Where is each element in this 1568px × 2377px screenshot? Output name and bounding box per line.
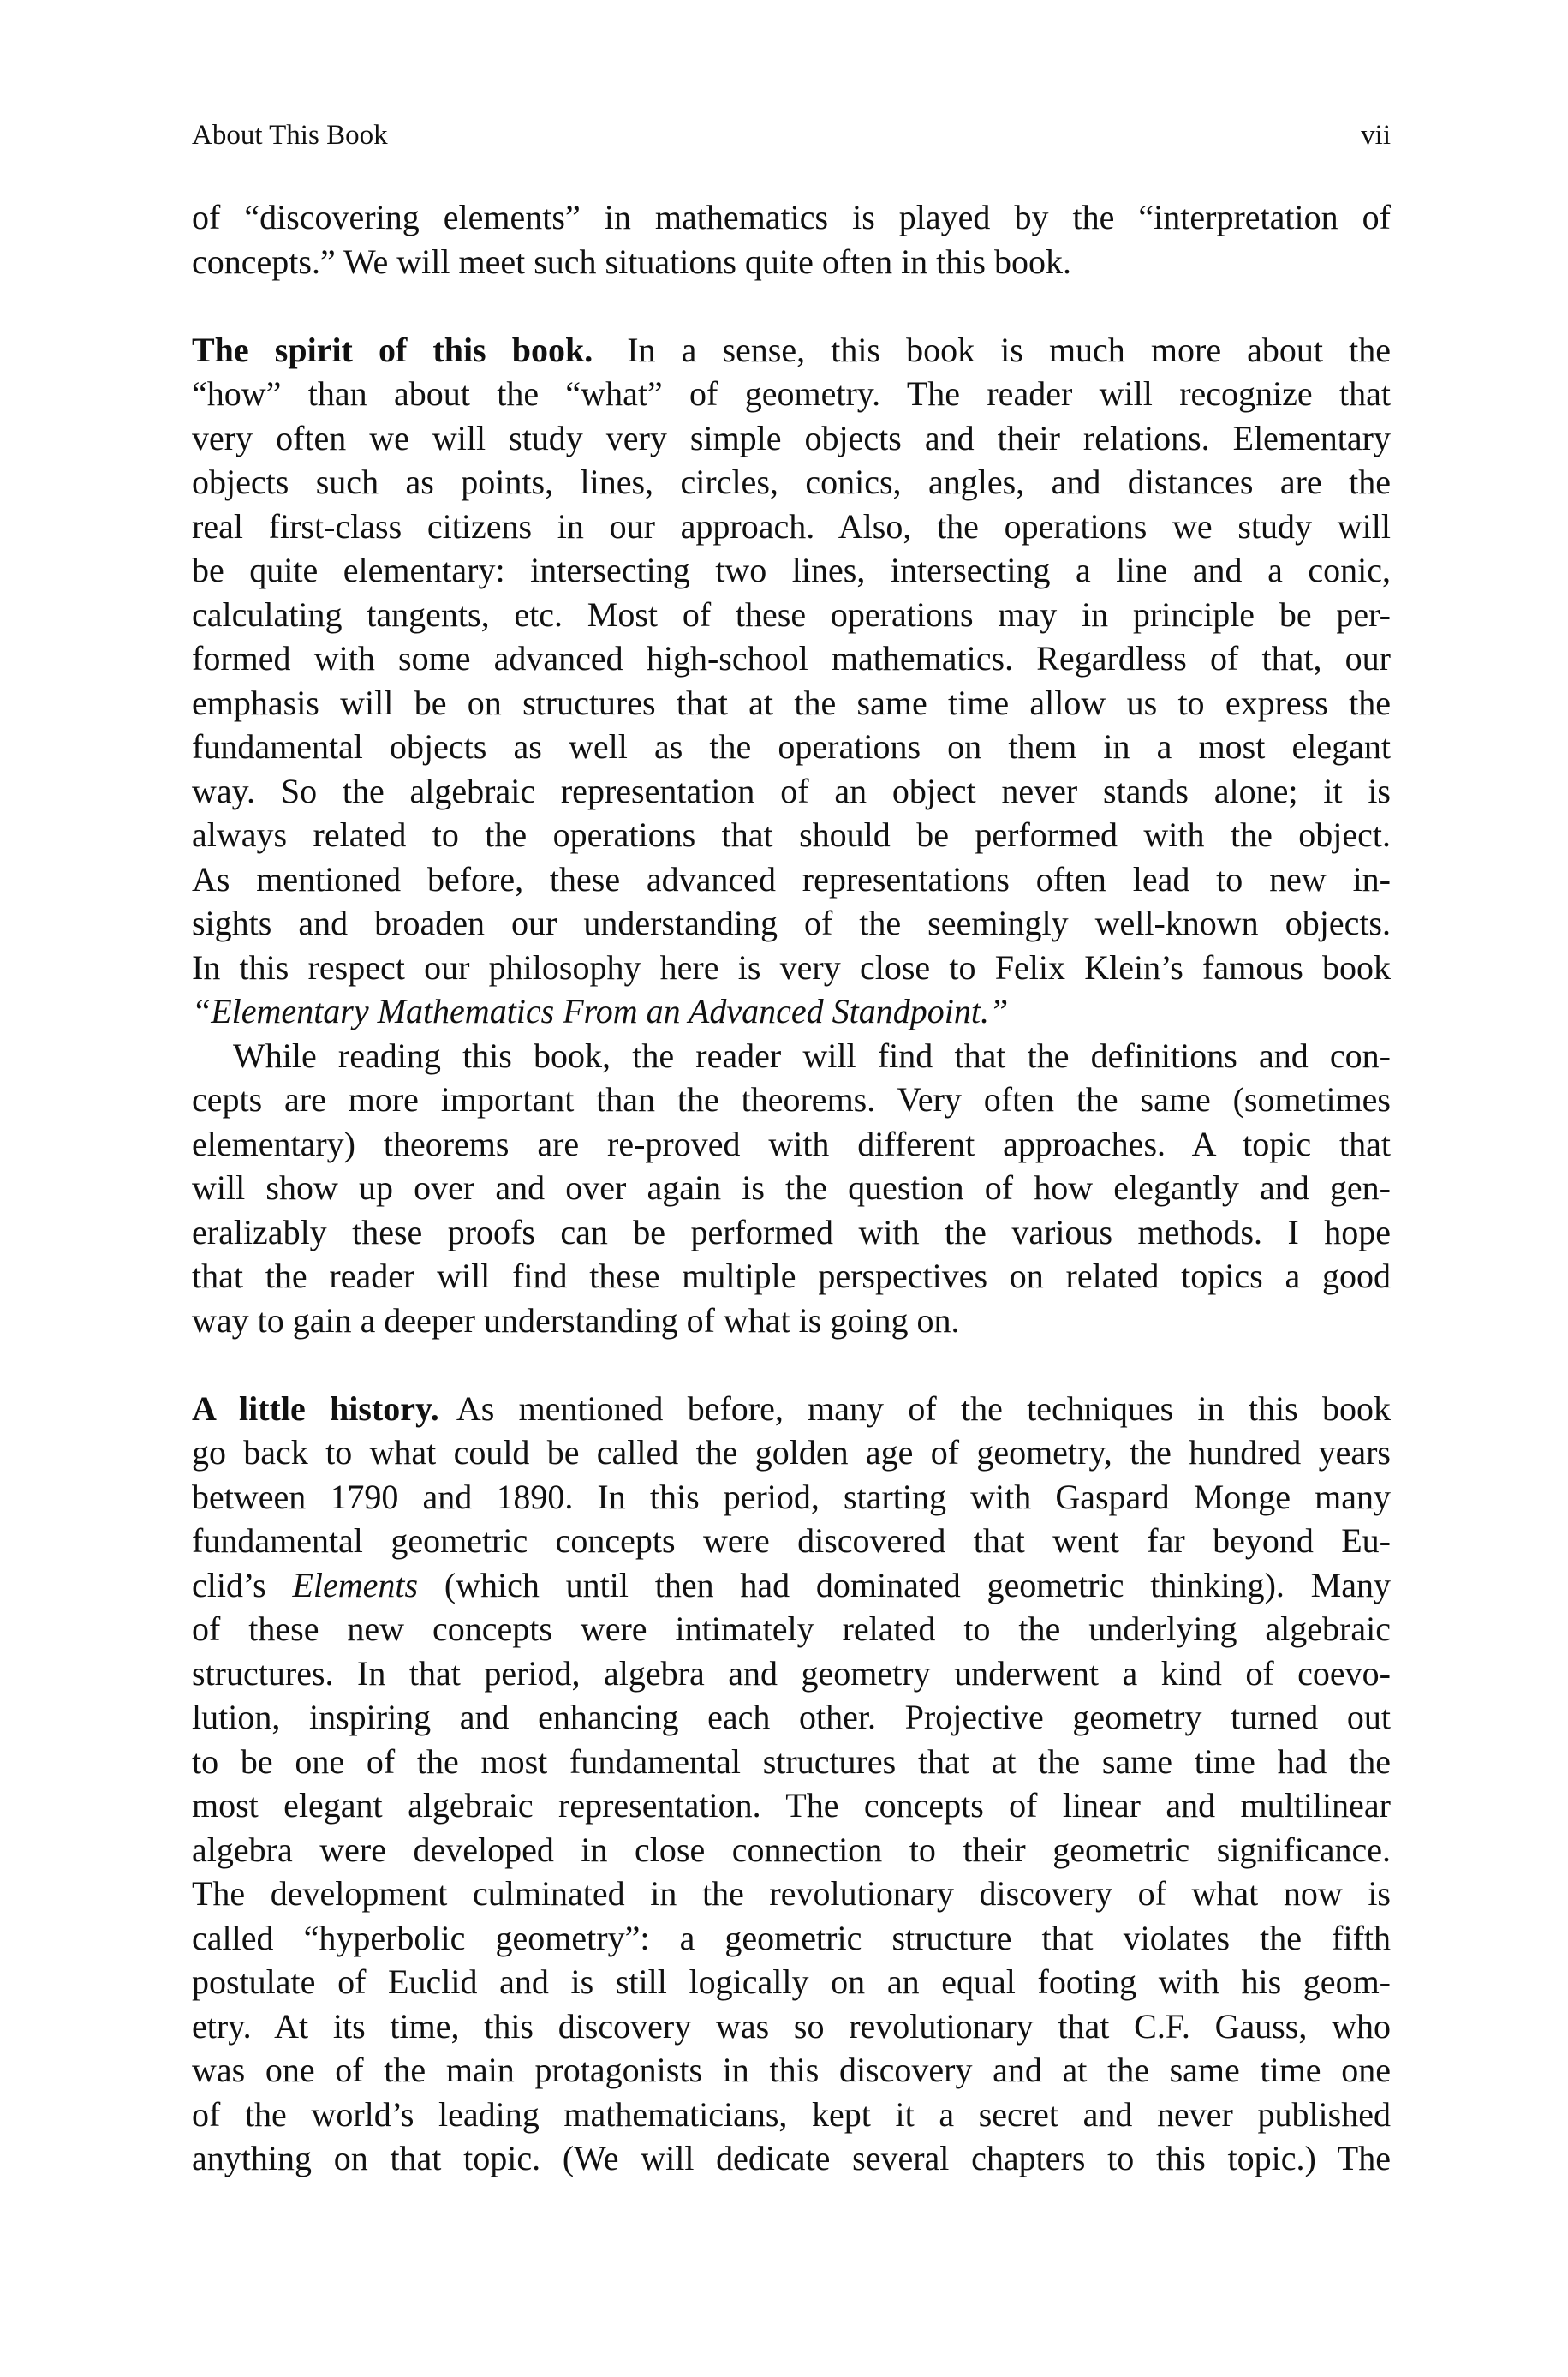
section-heading: The spirit of this book. (192, 330, 593, 369)
text-run: As mentioned before, many of the techniques in this book (438, 1389, 1391, 1428)
text-line (192, 1387, 1391, 1431)
text-line: of these new concepts were intimately related to the underlying algebraic (192, 1610, 1391, 1648)
text-line: fundamental objects as well as the operations on them in a most elegant (192, 727, 1391, 766)
section-heading: A little history. (192, 1389, 439, 1428)
text-line: structures. In that period, algebra and geometry underwent a kind of coevo- (192, 1653, 1391, 1693)
running-header (192, 120, 1391, 158)
text-line: between 1790 and 1890. In this period, starting with Gaspard Monge many (192, 1477, 1391, 1516)
text-line: of “discovering elements” in mathematics is played by the “interpretation of (192, 198, 1391, 236)
text-line: concepts.” We will meet such situations quite often in this book. (192, 242, 1071, 281)
text-line: always related to the operations that should be performed with the object. (192, 815, 1391, 854)
text-line: will show up over and over again is the question of how elegantly and gen- (192, 1168, 1391, 1207)
text-line: real first-class citizens in our approach. Also, the operations we study will (192, 506, 1391, 546)
text-line: postulate of Euclid and is still logically on an equal footing with his geom- (192, 1962, 1391, 2001)
text-line: emphasis will be on structures that at the same time allow us to express the (192, 683, 1391, 722)
text-run: In a sense, this book is much more about the (593, 330, 1391, 369)
text-line: fundamental geometric concepts were discovered that went far beyond Eu- (192, 1521, 1391, 1560)
text-line: very often we will study very simple objects and their relations. Elementary (192, 418, 1391, 457)
body-text (192, 195, 1391, 2181)
text-line: algebra were developed in close connection to their geometric significance. (192, 1830, 1391, 1869)
paragraph (192, 1034, 1391, 1343)
text-line (192, 989, 1391, 1034)
text-line: As mentioned before, these advanced representations often lead to new in- (192, 859, 1391, 899)
text-line: was one of the main protagonists in this discovery and at the same time one (192, 2051, 1391, 2089)
text-line: formed with some advanced high-school mathematics. Regardless of that, our (192, 639, 1391, 678)
text-line: lution, inspiring and enhancing each other. Projective geometry turned out (192, 1698, 1391, 1736)
running-title: About This Book (192, 120, 388, 151)
italic-text: Elements (292, 1565, 419, 1604)
paragraph (192, 195, 1391, 284)
text-line: sights and broaden our understanding of the seemingly well-known objects. (192, 904, 1391, 942)
paragraph-gap (192, 1342, 1391, 1387)
text-run: (which until then had dominated geometric thinking). Many (418, 1565, 1391, 1604)
text-line: to be one of the most fundamental structures that at the same time had the (192, 1741, 1391, 1781)
paragraph (192, 328, 1391, 1034)
page-number: vii (1361, 120, 1391, 151)
text-line: eralizably these proofs can be performed with the various methods. I hope (192, 1212, 1391, 1251)
text-line: calculating tangents, etc. Most of these operations may in principle be per- (192, 594, 1391, 634)
text-line: While reading this book, the reader will find that the definitions and con- (233, 1036, 1391, 1075)
text-line: go back to what could be called the golden age of geometry, the hundred years (192, 1433, 1391, 1472)
text-line: of the world’s leading mathematicians, kept it a secret and never published (192, 2094, 1391, 2134)
text-line: “how” than about the “what” of geometry. The reader will recognize that (192, 374, 1391, 413)
text-line: elementary) theorems are re-proved with different approaches. A topic that (192, 1124, 1391, 1163)
text-line: most elegant algebraic representation. The concepts of linear and multilinear (192, 1786, 1391, 1825)
text-line: be quite elementary: intersecting two lines, intersecting a line and a conic, (192, 551, 1391, 589)
paragraph (192, 1387, 1391, 2181)
text-line: etry. At its time, this discovery was so revolutionary that C.F. Gauss, who (192, 2006, 1391, 2046)
paragraph-gap (192, 284, 1391, 328)
text-line: objects such as points, lines, circles, conics, angles, and distances are the (192, 463, 1391, 501)
text-line: way. So the algebraic representation of an object never stands alone; it is (192, 771, 1391, 810)
text-line (192, 328, 1391, 373)
text-line: The development culminated in the revolutionary discovery of what now is (192, 1874, 1391, 1913)
text-run: clid’s (192, 1565, 293, 1604)
text-line: way to gain a deeper understanding of what is going on. (192, 1300, 960, 1340)
text-line: called “hyperbolic geometry”: a geometric structure that violates the fifth (192, 1918, 1391, 1957)
italic-text: “Elementary Mathematics From an Advanced Standpoint.” (192, 992, 1009, 1030)
text-line: cepts are more important than the theorems. Very often the same (sometimes (192, 1080, 1391, 1119)
text-line (192, 1563, 1391, 1608)
text-line: anything on that topic. (We will dedicate several chapters to this topic.) The (192, 2139, 1391, 2177)
text-line: In this respect our philosophy here is very close to Felix Klein’s famous book (192, 947, 1391, 987)
text-line: that the reader will find these multiple perspectives on related topics a good (192, 1257, 1391, 1295)
